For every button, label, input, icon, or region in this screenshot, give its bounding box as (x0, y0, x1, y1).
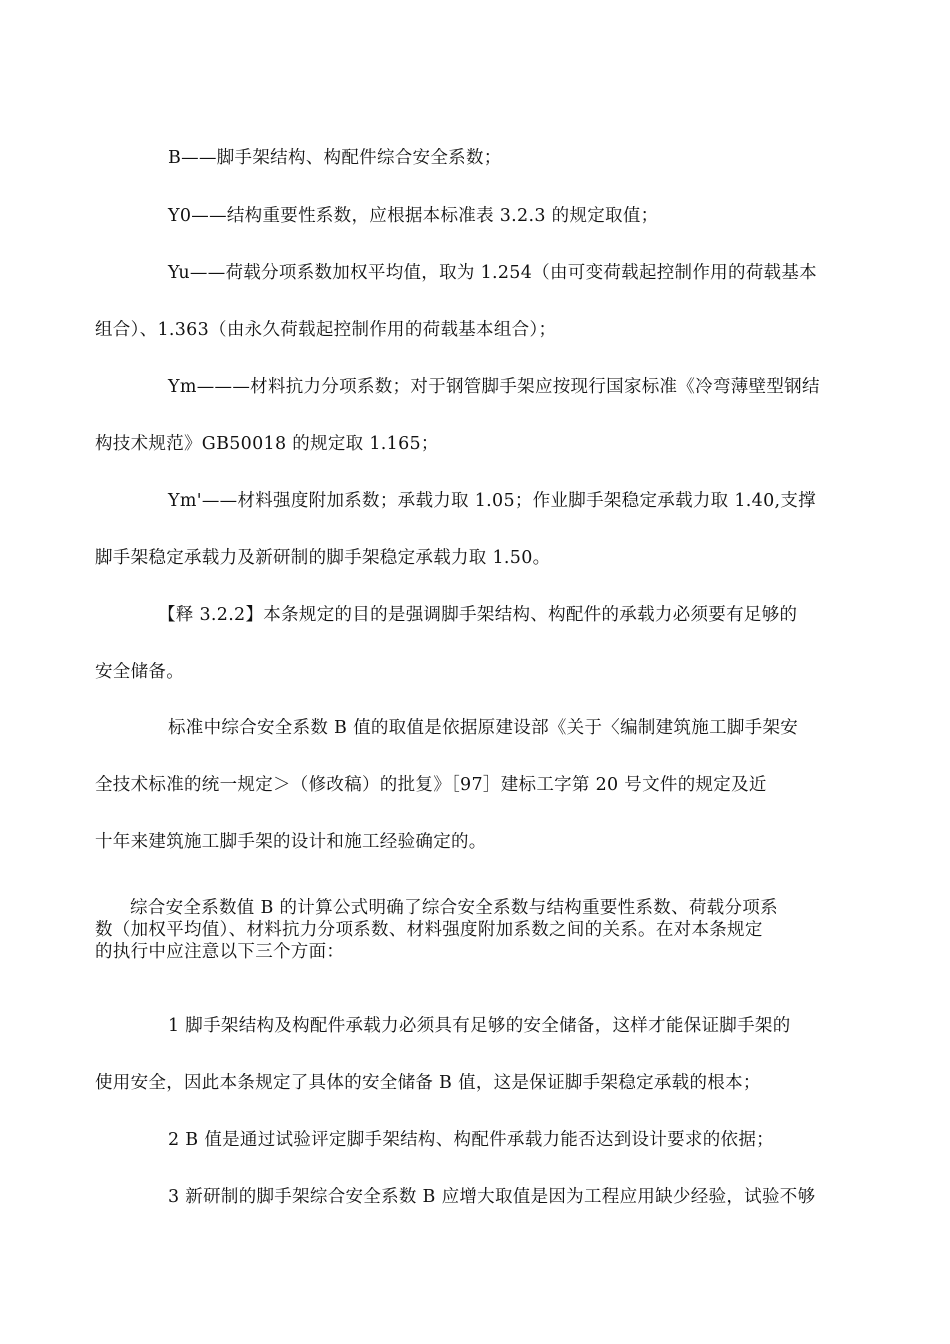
formula-relation-line-3: 的执行中应注意以下三个方面： (95, 942, 345, 962)
standard-basis-line-3: 十年来建筑施工脚手架的设计和施工经验确定的。 (95, 832, 487, 852)
point-1-line-1: 1 脚手架结构及构配件承载力必须具有足够的安全储备，这样才能保证脚手架的 (168, 1016, 791, 1036)
standard-basis-line-1: 标准中综合安全系数 B 值的取值是依据原建设部《关于〈编制建筑施工脚手架安 (168, 718, 799, 738)
definition-gamma0-line: Y0——结构重要性系数，应根据本标准表 3.2.3 的规定取值； (168, 206, 659, 226)
formula-relation-line-1: 综合安全系数值 B 的计算公式明确了综合安全系数与结构重要性系数、荷载分项系 (130, 898, 778, 918)
definition-beta-line: B——脚手架结构、构配件综合安全系数； (168, 148, 502, 168)
point-3-line: 3 新研制的脚手架综合安全系数 B 应增大取值是因为工程应用缺少经验，试验不够 (168, 1187, 816, 1207)
definition-gammam-line-1: Ym———材料抗力分项系数；对于钢管脚手架应按现行国家标准《冷弯薄壁型钢结 (168, 377, 820, 397)
definition-gammau-line-2: 组合）、1.363（由永久荷载起控制作用的荷载基本组合）； (95, 320, 557, 340)
standard-basis-line-2: 全技术标准的统一规定＞（修改稿）的批复》［97］建标工字第 20 号文件的规定及近 (95, 775, 767, 795)
formula-relation-line-2: 数（加权平均值）、材料抗力分项系数、材料强度附加系数之间的关系。在对本条规定 (95, 920, 763, 940)
point-1-line-2: 使用安全，因此本条规定了具体的安全储备 B 值，这是保证脚手架稳定承载的根本； (95, 1073, 761, 1093)
definition-gammam-prime-line-2: 脚手架稳定承载力及新研制的脚手架稳定承载力取 1.50。 (95, 548, 551, 568)
commentary-heading-line-2: 安全储备。 (95, 662, 184, 682)
commentary-heading-line-1: 【释 3.2.2】本条规定的目的是强调脚手架结构、构配件的承载力必须要有足够的 (158, 605, 798, 625)
point-2-line: 2 B 值是通过试验评定脚手架结构、构配件承载力能否达到设计要求的依据； (168, 1130, 774, 1150)
definition-gammau-line-1: Yu——荷载分项系数加权平均值，取为 1.254（由可变荷载起控制作用的荷载基本 (168, 263, 817, 283)
definition-gammam-line-2: 构技术规范》GB50018 的规定取 1.165； (95, 434, 439, 454)
definition-gammam-prime-line-1: Ym'——材料强度附加系数；承载力取 1.05；作业脚手架稳定承载力取 1.40,支撑 (168, 491, 816, 511)
